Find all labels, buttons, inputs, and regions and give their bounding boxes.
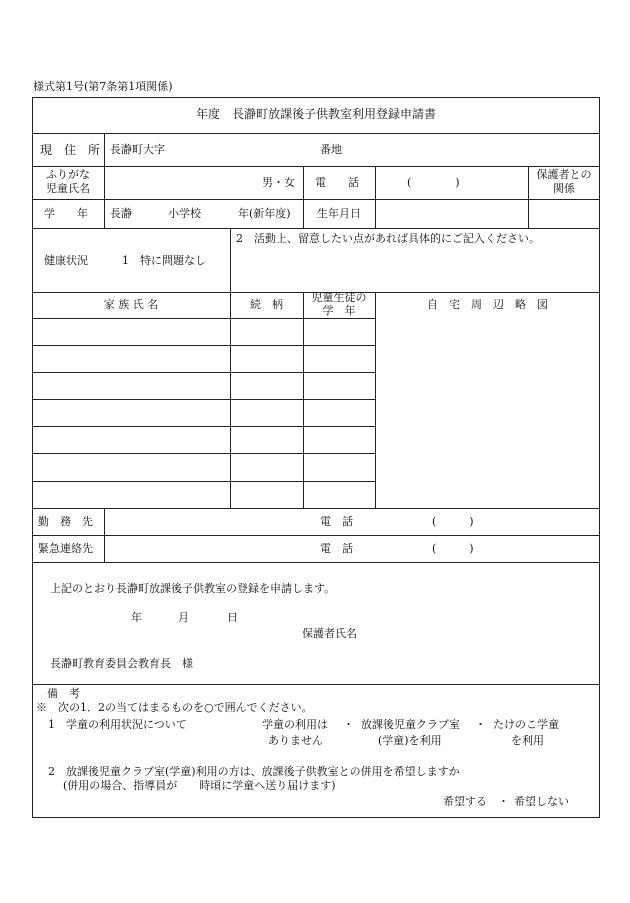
divider [303,292,304,508]
form-title: 年度 長瀞町放課後子供教室利用登録申請書 [195,107,436,121]
application-statement: 上記のとおり長瀞町放課後子供教室の登録を申請します。 [50,582,336,595]
student-grade-header: 児童生徒の [311,291,367,304]
q2-option-no: 希望しない [514,795,569,808]
divider [32,426,376,427]
addressee: 長瀞町教育委員会教育長 様 [50,657,193,670]
q1-option-takenoko: たけのこ学童 [493,718,559,731]
date-day: 日 [227,611,238,624]
divider [230,228,231,292]
form-number: 様式第1号(第7条第1項関係) [33,80,173,93]
emergency-phone-paren: ( ) [432,542,474,555]
child-name-label: 児童氏名 [46,182,90,195]
q2-note: (併用の場合、指導員が 時頃に学童へ送り届けます) [63,779,336,792]
divider [32,228,600,229]
grade-label: 学 年 [44,207,88,220]
child-phone-label: 電 話 [315,176,359,189]
divider [32,481,376,482]
q1-option-takenoko-2: を利用 [511,734,544,747]
home-map-header: 自 宅 周 辺 略 図 [427,298,548,311]
divider [32,535,600,536]
q1-separator-2: ・ [475,718,486,731]
q1-option-club-2: (学童)を利用 [378,734,442,747]
health-option-1: 1 特に問題なし [122,254,206,267]
student-grade-header-2: 学 年 [322,304,356,317]
divider [375,292,376,508]
divider [32,345,376,346]
q2-question: 2 放課後児童クラブ室(学童)利用の方は、放課後子供教室との併用を希望しますか [48,765,460,778]
divider [32,318,376,319]
divider [32,562,600,563]
divider [32,372,376,373]
divider [32,166,600,167]
q1-separator-1: ・ [343,718,354,731]
remarks-note: ※ 次の1．2の当てはまるものを○で囲んでください。 [36,701,313,714]
divider [32,399,376,400]
guardian-relation-label-2: 関係 [553,182,575,195]
divider [375,166,376,228]
divider [303,166,304,228]
q2-separator: ・ [498,795,509,808]
remarks-heading: 備 考 [47,687,80,700]
furigana-label: ふりがな [46,168,90,181]
q1-option-none: 学童の利用は [262,718,328,731]
divider [32,508,600,509]
guardian-name-label: 保護者氏名 [302,627,357,640]
divider [32,453,376,454]
birthdate-label: 生年月日 [317,207,361,220]
date-month: 月 [178,611,189,624]
address-town: 長瀞町大字 [110,143,165,156]
guardian-relation-label: 保護者との [536,168,592,181]
address-banchi: 番地 [320,143,342,156]
q1-option-club: 放課後児童クラブ室 [361,718,460,731]
grade-year: 年(新年度) [238,207,291,220]
child-phone-paren: ( ) [407,176,460,189]
work-label: 勤 務 先 [38,515,93,528]
date-year: 年 [131,611,142,624]
work-phone-label: 電 話 [320,515,353,528]
q1-label: 1 学童の利用状況について [48,718,187,731]
q1-option-none-2: ありません [268,734,323,747]
divider [32,199,600,200]
grade-school: 小学校 [168,207,201,220]
address-label: 現 住 所 [40,143,101,157]
work-phone-paren: ( ) [432,515,474,528]
divider [32,684,600,685]
relation-header: 続 柄 [250,298,283,311]
gender-option: 男・女 [262,176,295,189]
family-name-header: 家 族 氏 名 [103,298,159,311]
q2-option-yes: 希望する [443,795,487,808]
divider [32,133,600,134]
health-option-2: 2 活動上、留意したい点があれば具体的にご記入ください。 [236,232,540,245]
divider [230,292,231,508]
emergency-label: 緊急連絡先 [38,542,93,555]
divider [104,133,105,228]
grade-town: 長瀞 [110,207,132,220]
health-label: 健康状況 [44,254,88,267]
divider [104,508,105,562]
emergency-phone-label: 電 話 [320,542,353,555]
